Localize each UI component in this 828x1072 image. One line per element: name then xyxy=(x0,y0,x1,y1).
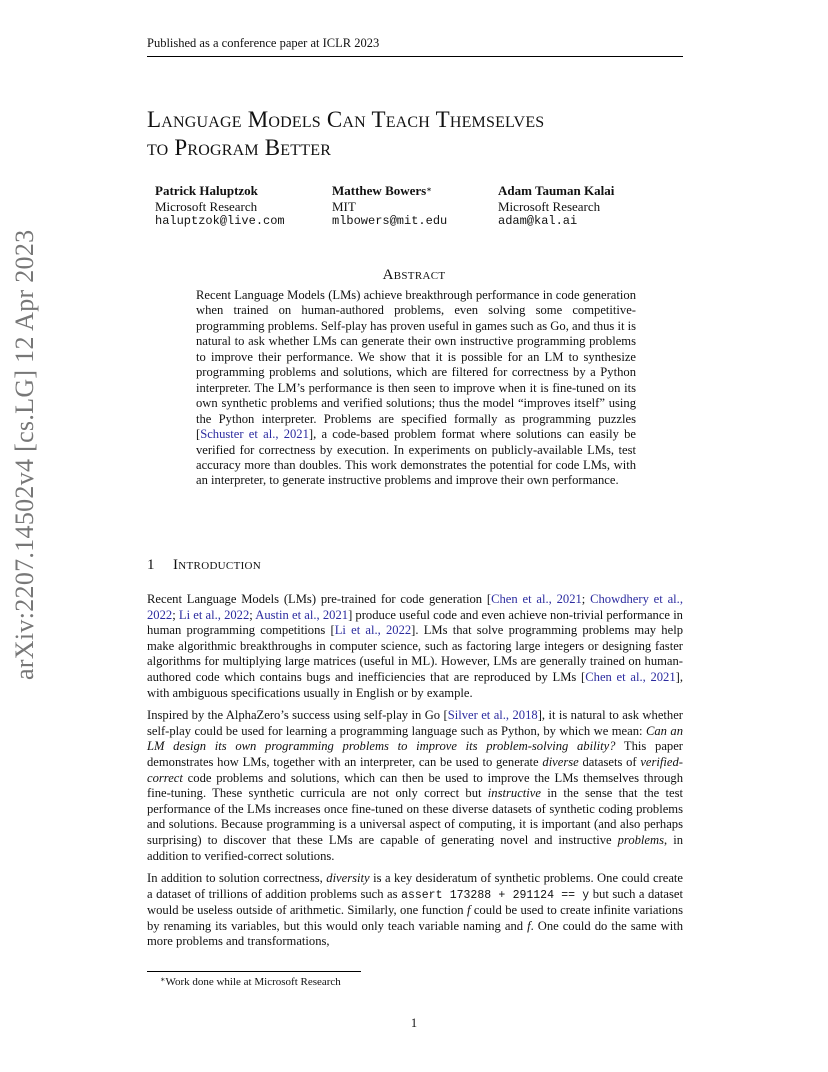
author-name: Patrick Haluptzok xyxy=(155,183,258,198)
paragraph: Recent Language Models (LMs) pre-trained for code generation [Chen et al., 2021; Chowdhery et al., 2022; Li et al., 2022; Austin et al., 2021] produce useful code and even achieve non-trivial performance in human programming competitions [Li et al., 2022]. LMs that solve programming problems may help make algorithmic breakthroughs in computer science, such as factoring large integers or designing faster algorithms for multiplying large matrices (useful in ML). However, LMs are generally trained on human-authored code which contains bugs and inefficiencies that are reproduced by LMs [Chen et al., 2021], with ambiguous specifications usually in English or by example. xyxy=(147,592,683,700)
author-3 xyxy=(498,183,614,230)
citation-link[interactable]: Chowdhery et al., 2022 xyxy=(147,592,683,622)
citation-link[interactable]: Li et al., 2022 xyxy=(178,607,250,622)
page-number: 1 xyxy=(410,1016,418,1030)
section-heading xyxy=(147,557,261,574)
author-affiliation: Microsoft Research xyxy=(498,198,601,214)
arxiv-identifier[interactable]: arXiv:2207.14502v4 [cs.LG] 12 Apr 2023 xyxy=(10,229,39,680)
citation-link[interactable]: Austin et al., 2021 xyxy=(255,607,349,622)
paper-title xyxy=(147,106,687,162)
author-1 xyxy=(155,183,285,230)
abstract-text: Recent Language Models (LMs) achieve breakthrough performance in code generation when trained on human-authored problems, even solving some competitive-programming problems. Self-play has proven useful in games such as Go, and thus it is natural to ask whether LMs can generate their own instructive programming problems to improve their performance. We show that it is possible for an LM to synthesize programming problems and solutions, which are filtered for correctness by a Python interpreter. The LM’s performance is then seen to improve when it is fine-tuned on its own synthetic problems and verified solutions; thus the model “improves itself” using the Python interpreter. Problems are specified formally as programming puzzles [Schuster et al., 2021], a code-based problem format where solutions can easily be verified for correctness by execution. In experiments on publicly-available LMs, test accuracy more than doubles. This work demonstrates the potential for code LMs, with an interpreter, to generate instructive problems and improve their own performance. xyxy=(196,288,637,488)
author-email[interactable]: haluptzok@live.com xyxy=(155,214,285,228)
author-name: Adam Tauman Kalai xyxy=(498,183,615,198)
author-name: Matthew Bowers∗ xyxy=(332,183,432,198)
title-line-1: Language Models Can Teach Themselves xyxy=(147,107,545,132)
citation-link[interactable]: Schuster et al., 2021 xyxy=(200,427,309,442)
paragraph: In addition to solution correctness, diversity is a key desideratum of synthetic problems. One could create a dataset of trillions of addition problems such as assert 173288 + 291124 == y but such a dataset would be useless outside of arithmetic. Similarly, one function f could be used to create infinite variations by renaming its variables, but this would only teach variable naming and f. One could do the same with more problems and transformations, xyxy=(147,871,683,949)
citation-link[interactable]: Chen et al., 2021 xyxy=(585,669,676,684)
paragraph: Inspired by the AlphaZero’s success using self-play in Go [Silver et al., 2018], it is natural to ask whether self-play could be used for learning a programming language such as Python, by which we mean: Can an LM design its own programming problems to improve its problem-solving ability? This paper demonstrates how LMs, together with an interpreter, can be used to generate diverse datasets of verified-correct code problems and solutions, which can then be used to improve the LMs themselves through fine-tuning. These synthetic curricula are not only correct but instructive in the sense that the test performance of the LMs increases once fine-tuned on these diverse datasets of synthetic coding problems and solutions. Because programming is a universal aspect of computing, it is important (and also perhaps surprising) to discover that these LMs are capable of generating novel and instructive problems, in addition to verified-correct solutions. xyxy=(147,708,684,863)
author-email[interactable]: adam@kal.ai xyxy=(498,214,578,228)
footnote-rule xyxy=(147,971,361,972)
inline-code: assert 173288 + 291124 == y xyxy=(401,888,590,902)
author-affiliation: Microsoft Research xyxy=(155,198,258,214)
author-email[interactable]: mlbowers@mit.edu xyxy=(332,214,448,228)
running-header: Published as a conference paper at ICLR 2023 xyxy=(147,36,683,57)
citation-link[interactable]: Chen et al., 2021 xyxy=(491,592,582,606)
section-number: 1 xyxy=(147,557,155,573)
abstract-heading: Abstract xyxy=(382,267,446,283)
author-affiliation: MIT xyxy=(332,198,356,214)
section-title: Introduction xyxy=(173,557,262,573)
title-line-2: to Program Better xyxy=(147,135,332,160)
citation-link[interactable]: Silver et al., 2018 xyxy=(447,708,538,723)
footnote: ∗Work done while at Microsoft Research xyxy=(160,975,341,988)
footnote-mark[interactable]: ∗ xyxy=(426,185,432,194)
author-2 xyxy=(332,183,447,230)
intro-body xyxy=(147,592,683,957)
citation-link[interactable]: Li et al., 2022 xyxy=(334,623,412,638)
